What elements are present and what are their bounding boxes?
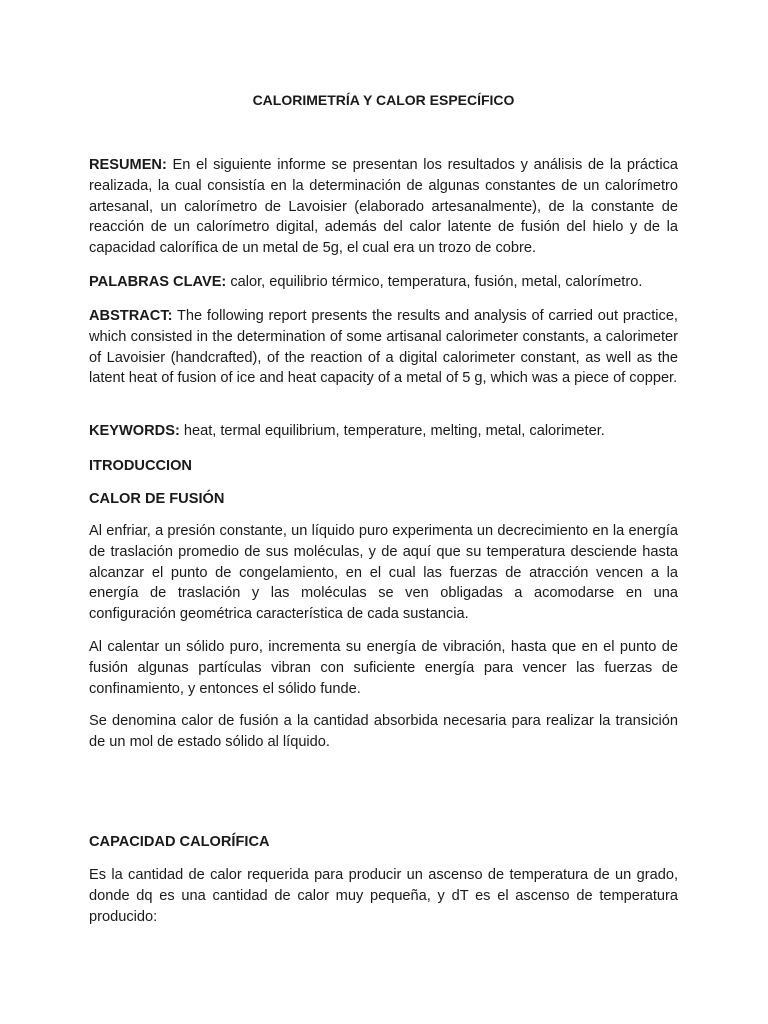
resumen-text: En el siguiente informe se presentan los resultados y análisis de la práctica realizada, la cual consistía en la determinación de algunas constantes de un calorímetro artesanal, un calorímetro de Lavoisier (elaborado artesanalmente), de la constante de reacción de un calorímetro digital, además del calor latente de fusión del hielo y de la capacidad calorífica de un metal de 5g, el cual era un trozo de cobre.: [89, 157, 678, 257]
abstract-text: The following report presents the results and analysis of carried out practice, which consisted in the determination of some artisanal calorimeter constants, a calorimeter of Lavoisier (handcrafted), of the reaction of a digital calorimeter constant, as well as the latent heat of fusion of ice and heat capacity of a metal of 5 g, which was a piece of copper.: [89, 308, 678, 387]
resumen-label: RESUMEN:: [89, 157, 167, 173]
keywords-text: heat, termal equilibrium, temperature, melting, metal, calorimeter.: [179, 423, 605, 439]
palabras-clave-text: calor, equilibrio térmico, temperatura, fusión, metal, calorímetro.: [226, 274, 643, 290]
fusion-paragraph-1: Al enfriar, a presión constante, un líquido puro experimenta un decrecimiento en la energía de traslación promedio de sus moléculas, y de aquí que su temperatura desciende hasta alcanzar el punto de congelamiento, en el cual las fuerzas de atracción vencen a la energía de traslación y las moléculas se ven obligadas a acomodarse en una configuración geométrica característica de cada sustancia.: [89, 523, 678, 623]
capacidad-heading: CAPACIDAD CALORÍFICA: [89, 834, 270, 850]
palabras-clave-label: PALABRAS CLAVE:: [89, 274, 227, 290]
fusion-heading: CALOR DE FUSIÓN: [89, 491, 225, 507]
fusion-paragraph-3: Se denomina calor de fusión a la cantidad absorbida necesaria para realizar la transición de un mol de estado sólido al líquido.: [89, 713, 678, 750]
resumen-paragraph: [89, 155, 678, 259]
capacidad-paragraph-1: Es la cantidad de calor requerida para producir un ascenso de temperatura de un grado, donde dq es una cantidad de calor muy pequeña, y dT es el ascenso de temperatura producido:: [89, 867, 678, 925]
abstract-label: ABSTRACT:: [89, 308, 173, 324]
document-title: CALORIMETRÍA Y CALOR ESPECÍFICO: [252, 92, 515, 108]
palabras-clave-paragraph: [89, 272, 678, 293]
keywords-label: KEYWORDS:: [89, 423, 180, 439]
abstract-paragraph: [89, 306, 678, 389]
intro-heading: ITRODUCCION: [89, 458, 192, 474]
fusion-paragraph-2: Al calentar un sólido puro, incrementa su energía de vibración, hasta que en el punto de fusión algunas partículas vibran con suficiente energía para vencer las fuerzas de confinamiento, y entonces el sólido funde.: [89, 639, 678, 697]
keywords-paragraph: [89, 421, 678, 442]
